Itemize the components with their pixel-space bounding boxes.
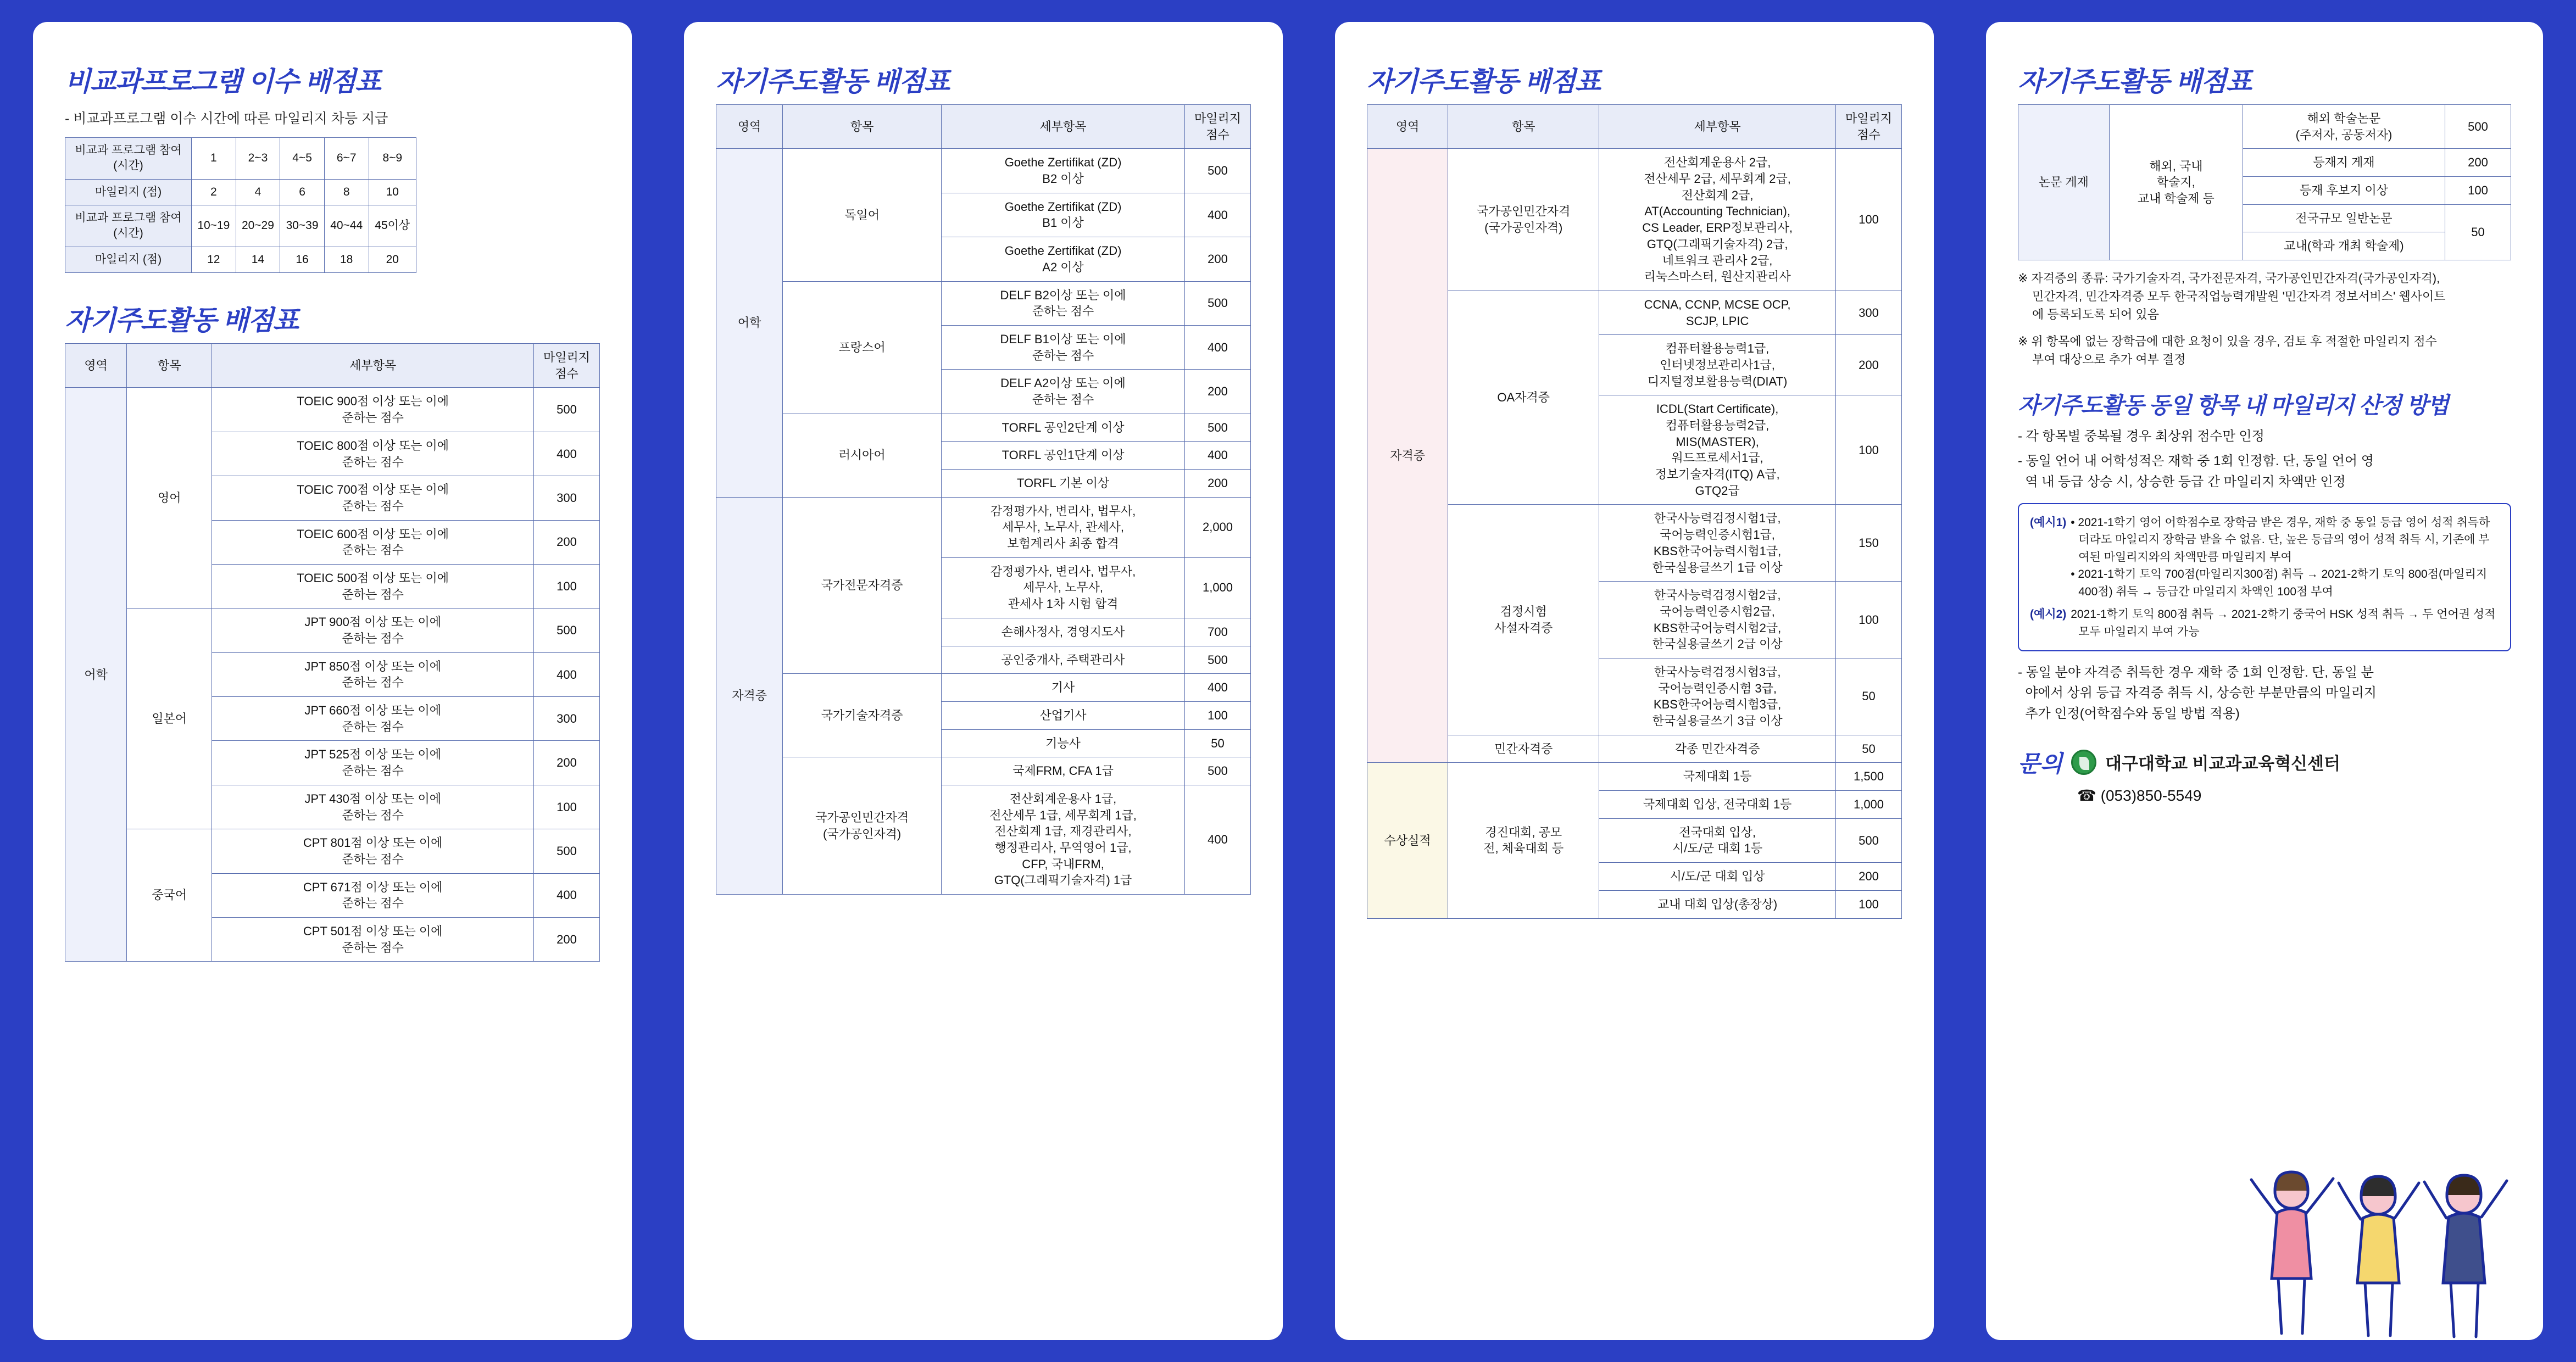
detail-cell: 산업기사: [942, 701, 1185, 729]
score-cell: 100: [534, 564, 600, 608]
item-cell: 검정시험 사설자격증: [1448, 505, 1599, 735]
example-box: [2018, 503, 2511, 652]
detail-cell: TOEIC 800점 이상 또는 이에 준하는 점수: [212, 432, 534, 476]
detail-cell: 공인중개사, 주택관리사: [942, 646, 1185, 674]
item-cell: 민간자격증: [1448, 735, 1599, 763]
detail-cell: 교내(학과 개최 학술제): [2243, 232, 2445, 260]
table-row: [2018, 105, 2511, 149]
table-row: [716, 674, 1251, 702]
score-cell: 300: [534, 476, 600, 520]
example-2-line-1: 2021-1학기 토익 800점 취득 → 2021-2학기 중국어 HSK 성적 취득 → 두 언어권 성적 모두 마일리지 부여 가능: [2071, 608, 2496, 638]
contact-label: 문의: [2018, 750, 2063, 777]
method2-item-1: - 동일 분야 자격증 취득한 경우 재학 중 1회 인정함. 단, 동일 분 야에서 상위 등급 자격증 취득 시, 상승한 부분만큼의 마일리지 추가 인정(어학점수와 동일 방법 적용): [2018, 665, 2377, 721]
detail-cell: TOEIC 900점 이상 또는 이에 준하는 점수: [212, 388, 534, 432]
score-cell: 2,000: [1185, 497, 1251, 557]
note-1: ※ 자격증의 종류: 국가기술자격, 국가전문자격, 국가공인민간자격(국가공인자격), 민간자격, 민간자격증 모두 한국직업능력개발원 '민간자격 정보서비스' 웹사이트 에 등록되도록 되어 있음: [2018, 271, 2446, 322]
table-row: [65, 609, 600, 652]
score-cell: 400: [534, 873, 600, 917]
contact-block: [2018, 746, 2511, 779]
value-cell: 20~29: [236, 205, 280, 247]
item-cell: 국가기술자격증: [783, 674, 942, 757]
method-list: [2018, 426, 2511, 492]
detail-cell: 손해사정사, 경영지도사: [942, 618, 1185, 646]
method-title: 자기주도활동 동일 항목 내 마일리지 산정 방법: [2018, 393, 2449, 418]
detail-cell: JPT 430점 이상 또는 이에 준하는 점수: [212, 785, 534, 829]
detail-cell: JPT 525점 이상 또는 이에 준하는 점수: [212, 741, 534, 785]
score-cell: 400: [1185, 193, 1251, 237]
score-cell: 400: [534, 432, 600, 476]
detail-cell: CPT 671점 이상 또는 이에 준하는 점수: [212, 873, 534, 917]
row-label: 비교과 프로그램 참여 (시간): [65, 205, 192, 247]
area-cell: 어학: [716, 149, 783, 497]
score-cell: 100: [534, 785, 600, 829]
score-cell: 500: [1185, 149, 1251, 193]
detail-cell: 컴퓨터활용능력1급, 인터넷정보관리사1급, 디지털정보활용능력(DIAT): [1599, 335, 1836, 395]
score-cell: 200: [534, 917, 600, 961]
value-cell: 2~3: [236, 138, 280, 180]
score-cell: 700: [1185, 618, 1251, 646]
score-cell: 400: [1185, 325, 1251, 369]
score-cell: 1,000: [1836, 791, 1902, 819]
people-illustration: [2224, 1109, 2532, 1340]
detail-cell: 각종 민간자격증: [1599, 735, 1836, 763]
detail-cell: 전산회계운용사 2급, 전산세무 2급, 세무회계 2급, 전산회계 2급, AT(Accounting Technician), CS Leader, ERP정보관리사, GTQ(그래픽기술자격) 2급, 네트워크 관리사 2급, 리눅스마스터, 원산지관리사: [1599, 149, 1836, 291]
score-cell: 50: [1185, 729, 1251, 757]
score-cell: 500: [1836, 818, 1902, 862]
col-item: 항목: [1448, 105, 1599, 149]
col-detail: 세부항목: [212, 344, 534, 388]
paper-table: [2018, 104, 2511, 260]
value-cell: 20: [369, 247, 416, 272]
self-directed-table-2: [716, 104, 1251, 895]
detail-cell: 국제FRM, CFA 1급: [942, 757, 1185, 785]
detail-cell: JPT 660점 이상 또는 이에 준하는 점수: [212, 697, 534, 741]
value-cell: 1: [192, 138, 236, 180]
value-cell: 4: [236, 179, 280, 205]
item-cell: 해외, 국내 학술지, 교내 학술제 등: [2109, 105, 2243, 260]
score-cell: 100: [1836, 149, 1902, 291]
detail-cell: CPT 801점 이상 또는 이에 준하는 점수: [212, 829, 534, 873]
item-cell: 영어: [127, 388, 212, 609]
value-cell: 6~7: [324, 138, 369, 180]
item-cell: 독일어: [783, 149, 942, 281]
detail-cell: 해외 학술논문 (주저자, 공동저자): [2243, 105, 2445, 149]
value-cell: 10: [369, 179, 416, 205]
score-cell: 200: [1185, 237, 1251, 281]
item-cell: 중국어: [127, 829, 212, 962]
page-title-5: 자기주도활동 배점표: [2018, 67, 2251, 97]
detail-cell: TOEIC 500점 이상 또는 이에 준하는 점수: [212, 564, 534, 608]
table-row: [716, 757, 1251, 785]
table-row: [65, 138, 416, 180]
area-cell: 자격증: [716, 497, 783, 894]
detail-cell: DELF A2이상 또는 이에 준하는 점수: [942, 370, 1185, 414]
col-score: 마일리지 점수: [1836, 105, 1902, 149]
table-row: [1367, 149, 1902, 291]
self-directed-table-1: [65, 343, 600, 962]
note-2: ※ 위 항목에 없는 장학금에 대한 요청이 있을 경우, 검토 후 적절한 마일리지 점수 부여 대상으로 추가 여부 결정: [2018, 334, 2437, 367]
detail-cell: 감정평가사, 변리사, 법무사, 세무사, 노무사, 관세사, 보험계리사 최종 합격: [942, 497, 1185, 557]
detail-cell: DELF B1이상 또는 이에 준하는 점수: [942, 325, 1185, 369]
detail-cell: CCNA, CCNP, MCSE OCP, SCJP, LPIC: [1599, 291, 1836, 334]
item-cell: 국가공인민간자격 (국가공인자격): [1448, 149, 1599, 291]
contact-org: 대구대학교 비교과교육혁신센터: [2105, 754, 2341, 774]
page-title-4: 자기주도활동 배점표: [1367, 67, 1600, 97]
value-cell: 6: [280, 179, 325, 205]
table-row: [716, 281, 1251, 325]
value-cell: 8~9: [369, 138, 416, 180]
detail-cell: 한국사능력검정시험2급, 국어능력인증시험2급, KBS한국어능력시험2급, 한국실용글쓰기 2급 이상: [1599, 582, 1836, 658]
score-cell: 50: [2445, 204, 2511, 260]
score-cell: 100: [1836, 582, 1902, 658]
score-cell: 100: [2445, 177, 2511, 205]
detail-cell: 한국사능력검정시험1급, 국어능력인증시험1급, KBS한국어능력시험1급, 한국실용글쓰기 1급 이상: [1599, 505, 1836, 582]
panel-papers-and-rules: [1986, 22, 2543, 1340]
col-item: 항목: [127, 344, 212, 388]
detail-cell: 기능사: [942, 729, 1185, 757]
area-cell: 어학: [65, 388, 127, 962]
detail-cell: JPT 900점 이상 또는 이에 준하는 점수: [212, 609, 534, 652]
score-cell: 400: [1185, 674, 1251, 702]
value-cell: 18: [324, 247, 369, 272]
value-cell: 12: [192, 247, 236, 272]
value-cell: 45이상: [369, 205, 416, 247]
detail-cell: 전산회계운용사 1급, 전산세무 1급, 세무회계 1급, 전산회계 1급, 재경관리사, 행정관리사, 무역영어 1급, CFP, 국내FRM, GTQ(그래픽기술자격) 1급: [942, 785, 1185, 894]
value-cell: 10~19: [192, 205, 236, 247]
score-cell: 1,500: [1836, 763, 1902, 791]
row-label: 마일리지 (점): [65, 179, 192, 205]
detail-cell: TORFL 공인1단계 이상: [942, 442, 1185, 470]
page-title-3: 자기주도활동 배점표: [716, 67, 949, 97]
detail-cell: 등재 후보지 이상: [2243, 177, 2445, 205]
score-cell: 200: [1836, 335, 1902, 395]
table-row: [65, 205, 416, 247]
example-2-tag: (예시2): [2030, 608, 2067, 621]
col-area: 영역: [716, 105, 783, 149]
example-1-tag: (예시1): [2030, 516, 2067, 529]
score-cell: 100: [1185, 701, 1251, 729]
detail-cell: 기사: [942, 674, 1185, 702]
score-cell: 200: [2445, 149, 2511, 177]
score-cell: 100: [1836, 395, 1902, 505]
col-area: 영역: [65, 344, 127, 388]
university-logo-icon: [2071, 750, 2096, 775]
detail-cell: 시/도/군 대회 입상: [1599, 863, 1836, 891]
score-cell: 500: [1185, 414, 1251, 442]
detail-cell: TOEIC 600점 이상 또는 이에 준하는 점수: [212, 520, 534, 564]
value-cell: 40~44: [324, 205, 369, 247]
table-row: [1367, 763, 1902, 791]
item-cell: 프랑스어: [783, 281, 942, 414]
table-row: [716, 414, 1251, 442]
detail-cell: TORFL 공인2단계 이상: [942, 414, 1185, 442]
method-item-1: - 각 항목별 중복될 경우 최상위 점수만 인정: [2018, 429, 2265, 444]
col-score: 마일리지 점수: [534, 344, 600, 388]
page-title-1: 비교과프로그램 이수 배점표: [65, 67, 381, 97]
score-cell: 500: [2445, 105, 2511, 149]
detail-cell: DELF B2이상 또는 이에 준하는 점수: [942, 281, 1185, 325]
example-2: [2030, 606, 2499, 640]
score-cell: 400: [1185, 442, 1251, 470]
detail-cell: 국제대회 입상, 전국대회 1등: [1599, 791, 1836, 819]
detail-cell: TOEIC 700점 이상 또는 이에 준하는 점수: [212, 476, 534, 520]
table-row: [65, 179, 416, 205]
score-cell: 150: [1836, 505, 1902, 582]
col-item: 항목: [783, 105, 942, 149]
item-cell: 일본어: [127, 609, 212, 829]
panel-self-directed-3: [1335, 22, 1934, 1340]
row-label: 마일리지 (점): [65, 247, 192, 272]
score-cell: 200: [534, 520, 600, 564]
contact-phone: ☎ (053)850-5549: [2077, 786, 2202, 804]
item-cell: 경진대회, 공모 전, 체육대회 등: [1448, 763, 1599, 918]
score-cell: 400: [534, 652, 600, 696]
value-cell: 30~39: [280, 205, 325, 247]
score-cell: 50: [1836, 658, 1902, 735]
score-cell: 300: [534, 697, 600, 741]
table-row: [65, 388, 600, 432]
method-list-2: [2018, 662, 2511, 724]
detail-cell: Goethe Zertifikat (ZD) B2 이상: [942, 149, 1185, 193]
detail-cell: 감정평가사, 변리사, 법무사, 세무사, 노무사, 관세사 1차 시험 합격: [942, 557, 1185, 618]
table-row: [716, 149, 1251, 193]
detail-cell: TORFL 기본 이상: [942, 470, 1185, 498]
score-cell: 50: [1836, 735, 1902, 763]
score-cell: 500: [534, 829, 600, 873]
panel-program-completion: [33, 22, 632, 1340]
value-cell: 8: [324, 179, 369, 205]
score-cell: 500: [1185, 281, 1251, 325]
item-cell: 국가공인민간자격 (국가공인자격): [783, 757, 942, 895]
col-detail: 세부항목: [1599, 105, 1836, 149]
col-detail: 세부항목: [942, 105, 1185, 149]
page-title-2: 자기주도활동 배점표: [65, 306, 298, 336]
score-cell: 200: [1185, 470, 1251, 498]
table-row: [65, 247, 416, 272]
method-item-2: - 동일 언어 내 어학성적은 재학 중 1회 인정함. 단, 동일 언어 영 역 내 등급 상승 시, 상승한 등급 간 마일리지 차액만 인정: [2018, 454, 2374, 489]
hours-mileage-table: [65, 137, 416, 273]
table-row: [716, 497, 1251, 557]
score-cell: 1,000: [1185, 557, 1251, 618]
area-cell: 자격증: [1367, 149, 1448, 763]
example-1-line-1: • 2021-1학기 영어 어학점수로 장학금 받은 경우, 재학 중 동일 등급 영어 성적 취득하더라도 마일리지 장학금 받을 수 없음. 단, 높은 등급의 영어 성적 취득 시, 기존에 부여된 마일리지와의 차액만큼 마일리지 부여: [2071, 516, 2490, 563]
detail-cell: 한국사능력검정시험3급, 국어능력인증시험 3급, KBS한국어능력시험3급, 한국실용글쓰기 3급 이상: [1599, 658, 1836, 735]
detail-cell: 등재지 게재: [2243, 149, 2445, 177]
detail-cell: 교내 대회 입상(총장상): [1599, 890, 1836, 918]
detail-cell: JPT 850점 이상 또는 이에 준하는 점수: [212, 652, 534, 696]
item-cell: 국가전문자격증: [783, 497, 942, 674]
notes-block: [2018, 269, 2511, 369]
score-cell: 200: [1836, 863, 1902, 891]
score-cell: 500: [534, 388, 600, 432]
detail-cell: CPT 501점 이상 또는 이에 준하는 점수: [212, 917, 534, 961]
item-cell: OA자격증: [1448, 291, 1599, 505]
self-directed-table-3: [1367, 104, 1902, 919]
col-score: 마일리지 점수: [1185, 105, 1251, 149]
score-cell: 500: [534, 609, 600, 652]
item-cell: 러시아어: [783, 414, 942, 497]
score-cell: 400: [1185, 785, 1251, 894]
score-cell: 500: [1185, 646, 1251, 674]
panel-self-directed-2: [684, 22, 1283, 1340]
col-area: 영역: [1367, 105, 1448, 149]
detail-cell: Goethe Zertifikat (ZD) B1 이상: [942, 193, 1185, 237]
detail-cell: Goethe Zertifikat (ZD) A2 이상: [942, 237, 1185, 281]
area-cell: 논문 게재: [2018, 105, 2110, 260]
detail-cell: 전국대회 입상, 시/도/군 대회 1등: [1599, 818, 1836, 862]
value-cell: 4~5: [280, 138, 325, 180]
score-cell: 100: [1836, 890, 1902, 918]
score-cell: 200: [1185, 370, 1251, 414]
score-cell: 500: [1185, 757, 1251, 785]
subtitle-1: - 비교과프로그램 이수 시간에 따른 마일리지 차등 지급: [65, 111, 388, 126]
row-label: 비교과 프로그램 참여 (시간): [65, 138, 192, 180]
value-cell: 16: [280, 247, 325, 272]
example-1: [2030, 514, 2499, 601]
detail-cell: 국제대회 1등: [1599, 763, 1836, 791]
example-1-line-2: • 2021-1학기 토익 700점(마일리지300점) 취득 → 2021-2학기 토익 800점(마일리지400점) 취득 → 등급간 마일리지 차액인 100점 부여: [2071, 568, 2488, 598]
area-cell: 수상실적: [1367, 763, 1448, 918]
score-cell: 200: [534, 741, 600, 785]
table-row: [65, 829, 600, 873]
score-cell: 300: [1836, 291, 1902, 334]
value-cell: 14: [236, 247, 280, 272]
value-cell: 2: [192, 179, 236, 205]
detail-cell: 전국규모 일반논문: [2243, 204, 2445, 232]
detail-cell: ICDL(Start Certificate), 컴퓨터활용능력2급, MIS(MASTER), 워드프로세서1급, 정보기술자격(ITQ) A급, GTQ2급: [1599, 395, 1836, 505]
